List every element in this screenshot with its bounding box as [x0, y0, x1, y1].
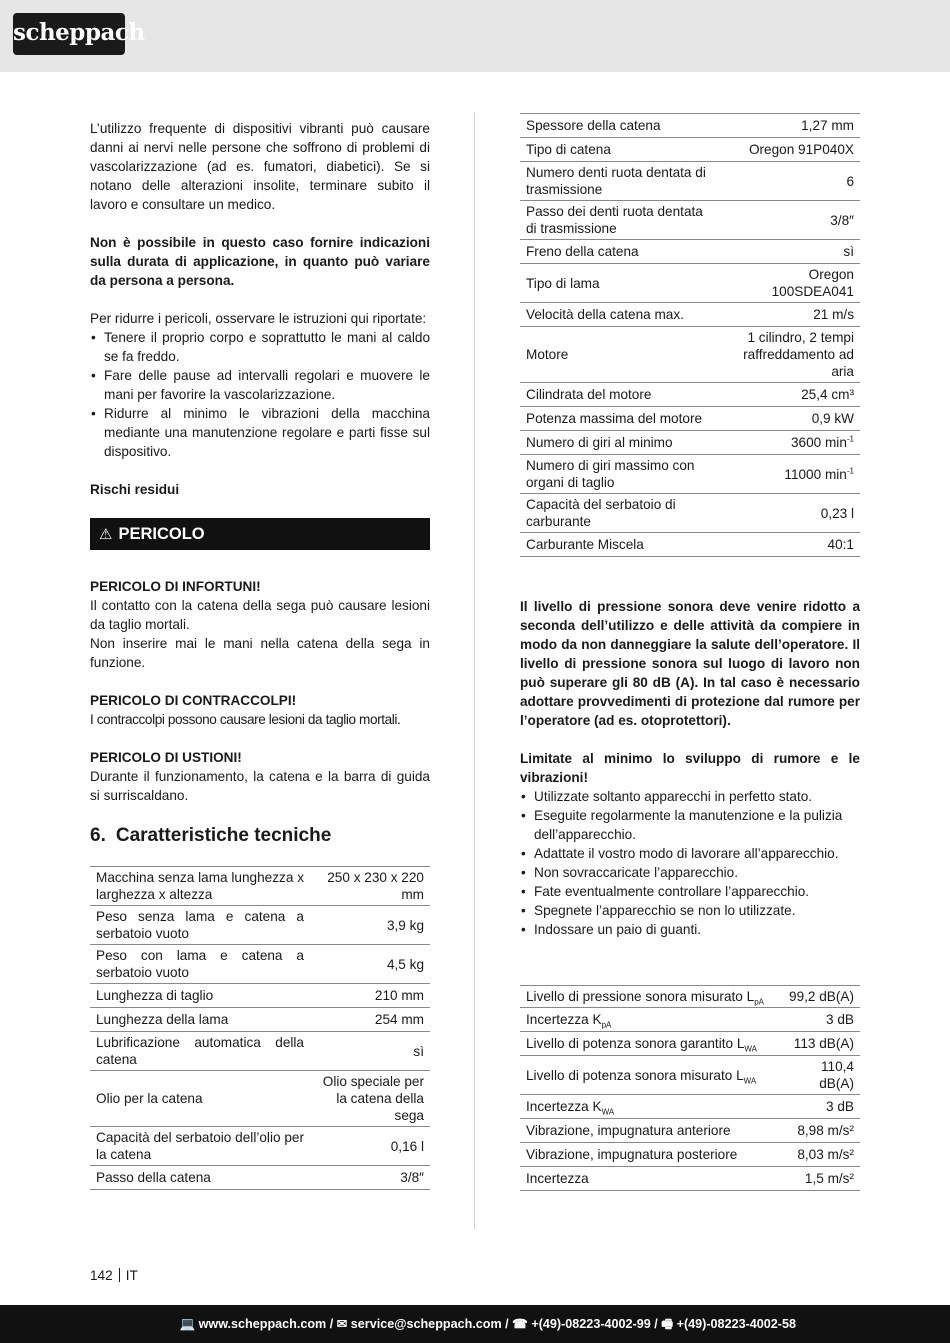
table-row	[90, 1008, 430, 1032]
spec-value: 0,9 kW	[720, 407, 860, 431]
table-row	[90, 1127, 430, 1166]
spec-value-text: 11000 min	[784, 466, 847, 482]
subscript: pA	[601, 1020, 612, 1030]
spec-label: Lunghezza della lama	[90, 1008, 310, 1032]
noise-label	[520, 1167, 782, 1191]
spec-label: Tipo di catena	[520, 138, 720, 162]
spec-value: sì	[310, 1032, 430, 1071]
noise-paragraph: Il livello di pressione sonora deve venire ridotto a seconda dell’utilizzo e delle attività da compiere in modo da non danneggiare la salute dell’operatore. Il livello di pressione sonora sul luogo di lavoro non può superare gli 80 dB (A). In tal caso è necessario adottare provvedimenti di protezione dal rumore per l’operatore (ad es. otoprotettori).	[520, 599, 860, 728]
spec-label: Motore	[520, 327, 720, 383]
spec-label: Capacità del serbatoio di carburante	[520, 494, 720, 533]
warning-title: PERICOLO DI CONTRACCOLPI!	[90, 693, 297, 708]
noise-value: 113 dB(A)	[782, 1032, 860, 1056]
list-item: • Tenere il proprio corpo e soprattutto le mani al caldo se fa freddo.	[90, 328, 430, 366]
table-row	[90, 1032, 430, 1071]
table-row	[520, 303, 860, 327]
spec-value: Oregon 100SDEA041	[720, 264, 860, 303]
spec-label: Passo dei denti ruota dentata di trasmissione	[520, 201, 720, 240]
warning-injury	[90, 577, 430, 672]
noise-label	[520, 1056, 782, 1095]
table-row	[520, 383, 860, 407]
spec-label: Macchina senza lama lunghezza x larghezza x altezza	[90, 867, 310, 906]
table-row	[520, 1008, 860, 1032]
spec-label: Numero di giri al minimo	[520, 431, 720, 455]
warning-kickback	[90, 691, 430, 729]
spec-value: 4,5 kg	[310, 945, 430, 984]
spec-label: Capacità del serbatoio dell’olio per la catena	[90, 1127, 310, 1166]
spec-value: Oregon 91P040X	[720, 138, 860, 162]
right-text	[520, 597, 860, 958]
right-column	[520, 113, 860, 557]
table-row	[520, 407, 860, 431]
list-item: • Adattate il vostro modo di lavorare all’apparecchio.	[520, 844, 860, 863]
list-item: • Ridurre al minimo le vibrazioni della macchina mediante una manutenzione regolare e parti fisse sul dispositivo.	[90, 404, 430, 461]
section-number: 6.	[90, 825, 106, 846]
limit-heading: Limitate al minimo lo sviluppo di rumore e le vibrazioni!	[520, 751, 860, 785]
spec-value: 0,16 l	[310, 1127, 430, 1166]
spec-label: Peso senza lama e catena a serbatoio vuoto	[90, 906, 310, 945]
separator	[119, 1268, 120, 1282]
spec-value: 21 m/s	[720, 303, 860, 327]
spec-table-right	[520, 113, 860, 557]
table-row	[90, 1166, 430, 1190]
exponent: -1	[846, 434, 854, 444]
warning-title: PERICOLO DI INFORTUNI!	[90, 579, 261, 594]
noise-value: 110,4 dB(A)	[782, 1056, 860, 1095]
spec-value: sì	[720, 240, 860, 264]
danger-banner	[90, 518, 430, 550]
warning-title: PERICOLO DI USTIONI!	[90, 750, 242, 765]
scheppach-logo: scheppach	[13, 13, 125, 55]
list-item: • Indossare un paio di guanti.	[520, 920, 860, 939]
table-row	[520, 1056, 860, 1095]
spec-label: Passo della catena	[90, 1166, 310, 1190]
page-number-value: 142	[90, 1268, 113, 1283]
spec-value: 0,23 l	[720, 494, 860, 533]
spec-label: Cilindrata del motore	[520, 383, 720, 407]
danger-label: PERICOLO	[118, 524, 205, 543]
table-row	[90, 906, 430, 945]
subscript: WA	[744, 1044, 757, 1054]
spec-label: Lubrificazione automatica della catena	[90, 1032, 310, 1071]
spec-value	[720, 455, 860, 494]
spec-label: Carburante Miscela	[520, 533, 720, 557]
table-row	[520, 1167, 860, 1191]
list-item: • Non sovraccaricate l’apparecchio.	[520, 863, 860, 882]
exponent: -1	[846, 465, 854, 475]
noise-label	[520, 1095, 782, 1119]
residual-risks-heading: Rischi residui	[90, 482, 180, 497]
spec-value: 3/8″	[310, 1166, 430, 1190]
table-row	[520, 1095, 860, 1119]
noise-label-text: Vibrazione, impugnatura posteriore	[526, 1147, 738, 1162]
warning-text: Durante il funzionamento, la catena e la barra di guida si surriscaldano.	[90, 769, 430, 803]
table-row	[520, 138, 860, 162]
noise-label-text: Vibrazione, impugnatura anteriore	[526, 1123, 731, 1138]
table-row	[90, 984, 430, 1008]
subscript: WA	[743, 1076, 757, 1086]
subscript: pA	[754, 997, 764, 1007]
spec-value	[720, 431, 860, 455]
noise-table	[520, 985, 860, 1191]
noise-value: 1,5 m/s²	[782, 1167, 860, 1191]
spec-table-left	[90, 866, 430, 1190]
spec-value: 210 mm	[310, 984, 430, 1008]
spec-value: 1,27 mm	[720, 114, 860, 138]
spec-label: Lunghezza di taglio	[90, 984, 310, 1008]
page-header	[0, 0, 950, 72]
spec-value: 40:1	[720, 533, 860, 557]
spec-value: 25,4 cm³	[720, 383, 860, 407]
page-number	[90, 1266, 138, 1285]
spec-label: Potenza massima del motore	[520, 407, 720, 431]
spec-label: Numero denti ruota dentata di trasmissione	[520, 162, 720, 201]
spec-label: Velocità della catena max.	[520, 303, 720, 327]
noise-value: 3 dB	[782, 1008, 860, 1032]
noise-label	[520, 1008, 782, 1032]
spec-label: Peso con lama e catena a serbatoio vuoto	[90, 945, 310, 984]
warning-text: I contraccolpi possono causare lesioni da taglio mortali.	[90, 712, 401, 727]
noise-label	[520, 1143, 782, 1167]
warning-burns	[90, 748, 430, 805]
warning-text: Il contatto con la catena della sega può causare lesioni da taglio mortali.	[90, 598, 430, 632]
noise-label	[520, 1119, 782, 1143]
list-item: • Fate eventualmente controllare l’apparecchio.	[520, 882, 860, 901]
noise-label-text: Incertezza	[526, 1171, 589, 1186]
noise-value: 8,03 m/s²	[782, 1143, 860, 1167]
contact-bar	[0, 1305, 950, 1343]
list-item: • Spegnete l’apparecchio se non lo utilizzate.	[520, 901, 860, 920]
noise-label-text: Livello di potenza sonora garantito L	[526, 1036, 745, 1051]
spec-value: 1 cilindro, 2 tempi raffreddamento ad aria	[720, 327, 860, 383]
table-row	[90, 1071, 430, 1127]
table-row	[520, 162, 860, 201]
noise-table-wrap	[520, 985, 860, 1191]
table-row	[520, 494, 860, 533]
list-item: • Eseguite regolarmente la manutenzione e la pulizia dell’apparecchio.	[520, 806, 860, 844]
table-row	[520, 533, 860, 557]
spec-value: 3/8″	[720, 201, 860, 240]
warning-text: Non inserire mai le mani nella catena della sega in funzione.	[90, 636, 430, 670]
language-code: IT	[125, 1268, 138, 1283]
spec-label: Numero di giri massimo con organi di taglio	[520, 455, 720, 494]
subscript: WA	[601, 1107, 615, 1117]
list-item: • Utilizzate soltanto apparecchi in perfetto stato.	[520, 787, 860, 806]
duration-paragraph: Non è possibile in questo caso fornire indicazioni sulla durata di applicazione, in quanto può variare da persona a persona.	[90, 235, 430, 288]
spec-value: 254 mm	[310, 1008, 430, 1032]
left-column	[90, 119, 430, 1190]
table-row	[520, 986, 860, 1008]
table-row	[520, 1032, 860, 1056]
table-row	[520, 327, 860, 383]
list-item: • Fare delle pause ad intervalli regolari e muovere le mani per favorire la vascolarizzazione.	[90, 366, 430, 404]
contact-info[interactable]: 💻 www.scheppach.com / ✉ service@scheppach.com / ☎ +(49)-08223-4002-99 / 🖷 +(49)-08223-4002-58	[179, 1317, 796, 1331]
table-row	[90, 945, 430, 984]
spec-label: Tipo di lama	[520, 264, 720, 303]
noise-label-text: Livello di pressione sonora misurato L	[526, 989, 755, 1004]
noise-label-text: Livello di potenza sonora misurato L	[526, 1067, 744, 1083]
spec-value: 3,9 kg	[310, 906, 430, 945]
warning-triangle-icon: ⚠	[99, 525, 113, 543]
spec-value-text: 3600 min	[790, 435, 847, 450]
section-heading	[90, 824, 430, 848]
noise-label-text: Incertezza K	[526, 1099, 602, 1114]
spec-value: Olio speciale per la catena della sega	[310, 1071, 430, 1127]
section-title: Caratteristiche tecniche	[115, 825, 332, 846]
table-row	[520, 201, 860, 240]
table-row	[520, 1119, 860, 1143]
spec-value: 250 x 230 x 220 mm	[310, 867, 430, 906]
table-row	[520, 431, 860, 455]
noise-label-text: Incertezza K	[526, 1012, 602, 1027]
instructions-intro: Per ridurre i pericoli, osservare le istruzioni qui riportate:	[90, 311, 427, 326]
spec-label: Spessore della catena	[520, 114, 720, 138]
table-row	[90, 867, 430, 906]
instructions-list	[90, 328, 430, 461]
table-row	[520, 455, 860, 494]
noise-value: 8,98 m/s²	[782, 1119, 860, 1143]
table-row	[520, 114, 860, 138]
limit-list	[520, 787, 860, 939]
spec-label: Freno della catena	[520, 240, 720, 264]
table-row	[520, 1143, 860, 1167]
noise-value: 3 dB	[782, 1095, 860, 1119]
noise-value: 99,2 dB(A)	[782, 986, 860, 1008]
table-row	[520, 264, 860, 303]
vibration-paragraph: L’utilizzo frequente di dispositivi vibranti può causare danni ai nervi nelle persone che soffrono di problemi di vascolarizzazione (ad es. fumatori, diabetici). Se si notano delle alterazioni insolite, terminare subito il lavoro e consultare un medico.	[90, 121, 430, 212]
noise-label	[520, 986, 782, 1008]
noise-label	[520, 1032, 782, 1056]
column-divider	[474, 112, 475, 1230]
table-row	[520, 240, 860, 264]
spec-label: Olio per la catena	[90, 1071, 310, 1127]
spec-value: 6	[720, 162, 860, 201]
